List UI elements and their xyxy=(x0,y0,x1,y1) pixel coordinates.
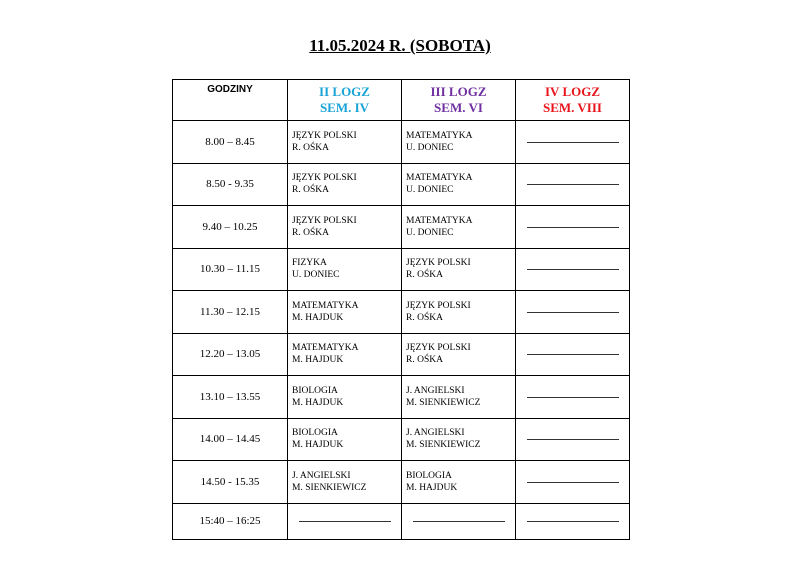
lesson-cell xyxy=(402,291,516,334)
lesson-cell xyxy=(402,248,516,291)
group-name: III LOGZ xyxy=(430,84,487,99)
teacher-name: U. DONIEC xyxy=(292,270,340,281)
teacher-name: R. OŚKA xyxy=(406,355,443,366)
table-row xyxy=(173,206,630,249)
table-row xyxy=(173,461,630,504)
subject-name: BIOLOGIA xyxy=(406,470,452,481)
teacher-name: M. HAJDUK xyxy=(292,312,344,323)
subject-name: JĘZYK POLSKI xyxy=(406,300,471,311)
lesson-cell xyxy=(288,206,402,249)
subject-name: MATEMATYKA xyxy=(292,343,359,354)
table-row xyxy=(173,163,630,206)
subject-name: MATEMATYKA xyxy=(292,300,359,311)
empty-line xyxy=(527,439,619,440)
empty-line xyxy=(413,521,505,522)
time-cell: 14.50 - 15.35 xyxy=(173,461,288,504)
empty-line xyxy=(527,521,619,522)
empty-line xyxy=(527,227,619,228)
teacher-name: M. HAJDUK xyxy=(406,482,458,493)
header-group-iii-logz xyxy=(402,80,516,121)
teacher-name: M. SIENKIEWICZ xyxy=(292,482,367,493)
subject-name: JĘZYK POLSKI xyxy=(292,215,357,226)
subject-name: JĘZYK POLSKI xyxy=(292,130,357,141)
lesson-cell xyxy=(402,163,516,206)
time-cell: 13.10 – 13.55 xyxy=(173,376,288,419)
subject-name: J. ANGIELSKI xyxy=(406,428,465,439)
teacher-name: M. SIENKIEWICZ xyxy=(406,397,481,408)
group-semester: SEM. VIII xyxy=(542,100,602,115)
lesson-cell xyxy=(402,121,516,164)
subject-name: MATEMATYKA xyxy=(406,215,473,226)
group-name: IV LOGZ xyxy=(544,84,601,99)
empty-lesson-cell xyxy=(516,248,630,291)
lesson-cell xyxy=(288,376,402,419)
time-cell: 14.00 – 14.45 xyxy=(173,418,288,461)
empty-lesson-cell xyxy=(516,418,630,461)
empty-line xyxy=(527,354,619,355)
page-title: 11.05.2024 R. (SOBOTA) xyxy=(309,36,491,55)
lesson-cell xyxy=(402,461,516,504)
empty-line xyxy=(527,312,619,313)
empty-lesson-cell xyxy=(516,291,630,334)
table-row xyxy=(173,248,630,291)
subject-name: JĘZYK POLSKI xyxy=(406,258,471,269)
subject-name: MATEMATYKA xyxy=(406,173,473,184)
empty-lesson-cell xyxy=(516,333,630,376)
empty-line xyxy=(299,521,391,522)
subject-name: J. ANGIELSKI xyxy=(406,385,465,396)
lesson-cell xyxy=(402,333,516,376)
teacher-name: U. DONIEC xyxy=(406,142,454,153)
header-group-iv-logz xyxy=(516,80,630,121)
subject-name: J. ANGIELSKI xyxy=(292,470,351,481)
group-name: II LOGZ xyxy=(319,84,370,99)
time-cell: 8.00 – 8.45 xyxy=(173,121,288,164)
empty-lesson-cell xyxy=(516,163,630,206)
empty-lesson-cell xyxy=(516,121,630,164)
subject-name: MATEMATYKA xyxy=(406,130,473,141)
subject-name: BIOLOGIA xyxy=(292,385,338,396)
time-cell: 15:40 – 16:25 xyxy=(173,503,288,539)
lesson-cell xyxy=(288,418,402,461)
empty-lesson-cell xyxy=(516,206,630,249)
table-row xyxy=(173,376,630,419)
table-row xyxy=(173,291,630,334)
empty-lesson-cell xyxy=(516,376,630,419)
empty-lesson-cell xyxy=(402,503,516,539)
lesson-cell xyxy=(288,121,402,164)
subject-name: FIZYKA xyxy=(292,258,327,269)
header-time: GODZINY xyxy=(173,80,288,121)
lesson-cell xyxy=(402,376,516,419)
table-row xyxy=(173,333,630,376)
teacher-name: M. HAJDUK xyxy=(292,355,344,366)
lesson-cell xyxy=(288,333,402,376)
lesson-cell xyxy=(288,291,402,334)
empty-line xyxy=(527,142,619,143)
teacher-name: R. OŚKA xyxy=(292,227,329,238)
lesson-cell xyxy=(288,248,402,291)
empty-line xyxy=(527,184,619,185)
time-cell: 10.30 – 11.15 xyxy=(173,248,288,291)
teacher-name: R. OŚKA xyxy=(292,185,329,196)
table-row xyxy=(173,503,630,539)
empty-lesson-cell xyxy=(516,461,630,504)
empty-line xyxy=(527,397,619,398)
time-cell: 9.40 – 10.25 xyxy=(173,206,288,249)
header-group-ii-logz xyxy=(288,80,402,121)
table-row xyxy=(173,418,630,461)
subject-name: JĘZYK POLSKI xyxy=(292,173,357,184)
empty-line xyxy=(527,482,619,483)
group-semester: SEM. VI xyxy=(434,100,483,115)
teacher-name: M. HAJDUK xyxy=(292,397,344,408)
lesson-cell xyxy=(402,206,516,249)
teacher-name: R. OŚKA xyxy=(292,142,329,153)
empty-line xyxy=(527,269,619,270)
lesson-cell xyxy=(288,163,402,206)
teacher-name: M. SIENKIEWICZ xyxy=(406,440,481,451)
table-row xyxy=(173,121,630,164)
group-semester: SEM. IV xyxy=(319,100,370,115)
subject-name: JĘZYK POLSKI xyxy=(406,343,471,354)
lesson-cell xyxy=(288,461,402,504)
teacher-name: R. OŚKA xyxy=(406,312,443,323)
header-row xyxy=(173,80,630,121)
teacher-name: U. DONIEC xyxy=(406,227,454,238)
subject-name: BIOLOGIA xyxy=(292,428,338,439)
time-cell: 11.30 – 12.15 xyxy=(173,291,288,334)
teacher-name: M. HAJDUK xyxy=(292,440,344,451)
time-cell: 8.50 - 9.35 xyxy=(173,163,288,206)
empty-lesson-cell xyxy=(288,503,402,539)
time-cell: 12.20 – 13.05 xyxy=(173,333,288,376)
empty-lesson-cell xyxy=(516,503,630,539)
teacher-name: U. DONIEC xyxy=(406,185,454,196)
schedule-table xyxy=(172,79,630,540)
schedule-body xyxy=(173,121,630,540)
teacher-name: R. OŚKA xyxy=(406,270,443,281)
lesson-cell xyxy=(402,418,516,461)
